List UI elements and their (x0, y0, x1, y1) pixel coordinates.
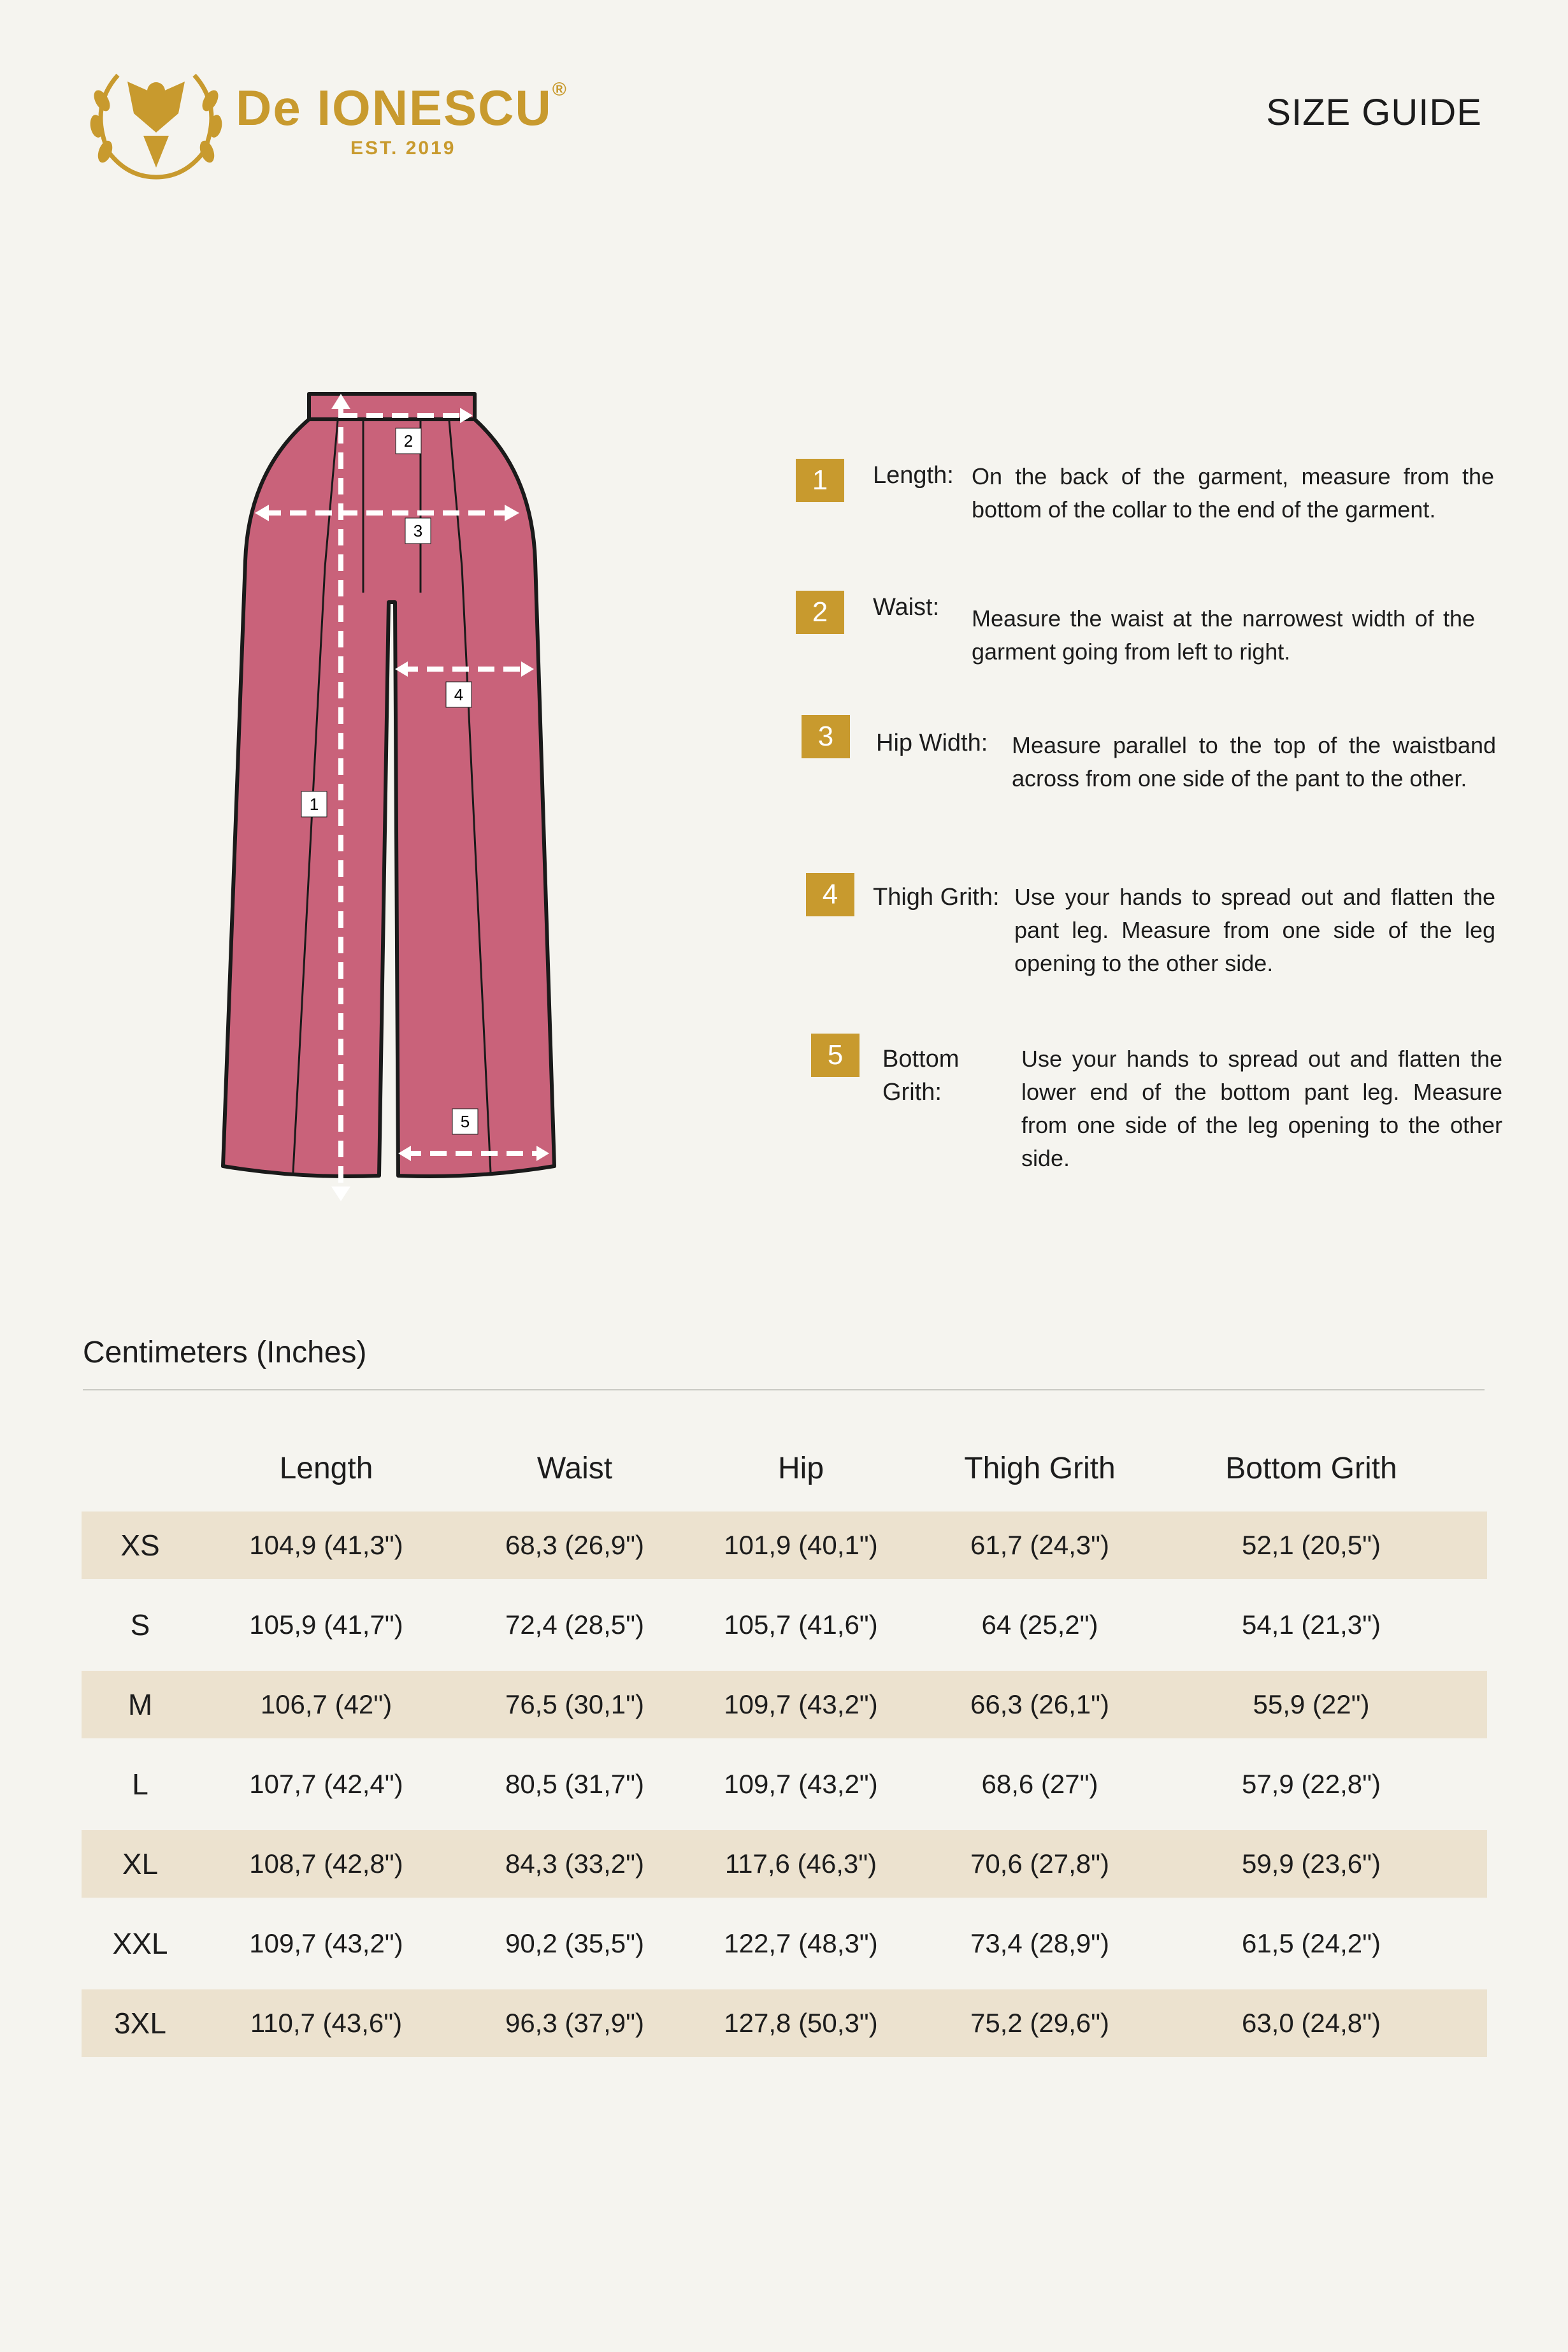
brand-logo (83, 56, 568, 184)
table-row (82, 1671, 1487, 1738)
measurement-label: Bottom Grith: (882, 1046, 960, 1106)
svg-text:3: 3 (413, 521, 423, 540)
table-cell: 52,1 (20,5") (1241, 1530, 1381, 1560)
table-cell: 122,7 (48,3") (724, 1928, 878, 1958)
table-cell: 63,0 (24,8") (1241, 2008, 1381, 2038)
callout-badge-3 (405, 518, 431, 544)
measurement-label: Length: (873, 462, 954, 489)
table-cell: 72,4 (28,5") (505, 1610, 645, 1640)
table-cell: 73,4 (28,9") (970, 1928, 1110, 1958)
column-header-hip: Hip (777, 1451, 824, 1485)
table-cell: 59,9 (23,6") (1241, 1849, 1381, 1879)
divider (83, 1389, 1485, 1390)
column-header-length: Length (279, 1451, 373, 1485)
size-cell: L (132, 1768, 148, 1801)
table-cell: 90,2 (35,5") (505, 1928, 645, 1958)
units-label: Centimeters (Inches) (83, 1336, 367, 1369)
measurement-description: Use your hands to spread out and flatten the pant leg. Measure from one side of the leg opening to the other side. (1014, 884, 1495, 976)
table-cell: 54,1 (21,3") (1241, 1610, 1381, 1640)
measurement-label: Waist: (873, 594, 940, 621)
table-row (82, 1591, 1487, 1659)
measurement-label: Hip Width: (876, 730, 988, 756)
table-cell: 117,6 (46,3") (724, 1849, 877, 1879)
table-cell: 68,3 (26,9") (505, 1530, 645, 1560)
brand-name: De IONESCU® (236, 79, 568, 136)
measurement-number-badge: 1 (796, 459, 844, 502)
table-cell: 66,3 (26,1") (970, 1689, 1110, 1719)
table-cell: 70,6 (27,8") (970, 1849, 1110, 1879)
size-cell: XS (120, 1529, 160, 1562)
table-cell: 55,9 (22") (1253, 1689, 1370, 1719)
page-title: SIZE GUIDE (1266, 92, 1482, 133)
table-cell: 109,7 (43,2") (724, 1769, 878, 1799)
table-cell: 105,9 (41,7") (249, 1610, 403, 1640)
measurement-number-badge: 3 (802, 715, 850, 758)
measurement-waist (793, 591, 1507, 718)
measurement-description: Measure the waist at the narrowest width of the garment going from left to right. (972, 605, 1475, 665)
measurement-description: Measure parallel to the top of the waistband across from one side of the pant to the other. (1012, 732, 1496, 791)
measurement-bottom-grith (793, 1034, 1507, 1171)
table-cell: 61,7 (24,3") (970, 1530, 1110, 1560)
size-cell: M (127, 1688, 153, 1721)
svg-text:4: 4 (454, 685, 464, 704)
svg-text:2: 2 (403, 431, 414, 451)
table-cell: 57,9 (22,8") (1241, 1769, 1381, 1799)
column-header-waist: Waist (536, 1451, 613, 1485)
size-table (82, 1425, 1487, 2069)
callout-badge-4 (446, 682, 471, 707)
table-cell: 101,9 (40,1") (724, 1530, 878, 1560)
size-cell: S (130, 1608, 150, 1641)
callout-badge-5 (452, 1109, 478, 1134)
svg-text:5: 5 (460, 1112, 470, 1131)
table-row (82, 1830, 1487, 1898)
table-cell: 64 (25,2") (981, 1610, 1098, 1640)
measurement-description: On the back of the garment, measure from the bottom of the collar to the end of the garment. (972, 463, 1494, 523)
measurement-length (793, 459, 1507, 586)
table-cell: 76,5 (30,1") (505, 1689, 645, 1719)
size-cell: XXL (112, 1927, 168, 1960)
measurement-label: Thigh Grith: (873, 884, 1000, 911)
table-cell: 108,7 (42,8") (249, 1849, 403, 1879)
table-header-row (82, 1425, 1487, 1511)
table-cell: 110,7 (43,6") (250, 2008, 403, 2038)
table-cell: 107,7 (42,4") (249, 1769, 403, 1799)
table-row (82, 1511, 1487, 1579)
pants-body-shape (223, 419, 554, 1176)
pants-measurement-diagram (210, 382, 567, 1211)
table-cell: 105,7 (41,6") (724, 1610, 878, 1640)
table-cell: 127,8 (50,3") (724, 2008, 878, 2038)
table-cell: 80,5 (31,7") (505, 1769, 645, 1799)
table-cell: 75,2 (29,6") (970, 2008, 1110, 2038)
measurement-number-badge: 4 (806, 873, 854, 916)
table-row (82, 1910, 1487, 1977)
table-cell: 106,7 (42") (260, 1689, 392, 1719)
measurement-description: Use your hands to spread out and flatten the lower end of the bottom pant leg. Measure from one side of the leg opening to the other side. (1021, 1046, 1502, 1171)
table-cell: 68,6 (27") (981, 1769, 1098, 1799)
table-cell: 104,9 (41,3") (249, 1530, 403, 1560)
size-cell: XL (122, 1847, 159, 1880)
size-cell: 3XL (114, 2007, 166, 2040)
table-cell: 96,3 (37,9") (505, 2008, 645, 2038)
svg-text:1: 1 (309, 795, 319, 814)
table-row (82, 1989, 1487, 2057)
measurement-number-badge: 5 (811, 1034, 860, 1077)
callout-badge-2 (396, 428, 421, 454)
column-header-thigh-grith: Thigh Grith (964, 1451, 1116, 1485)
eagle-laurel-icon (83, 56, 229, 184)
measurement-hip-width (793, 715, 1507, 842)
table-cell: 84,3 (33,2") (505, 1849, 645, 1879)
table-cell: 61,5 (24,2") (1241, 1928, 1381, 1958)
measurement-number-badge: 2 (796, 591, 844, 634)
column-header-bottom-grith: Bottom Grith (1225, 1451, 1397, 1485)
callout-badge-1 (301, 791, 327, 817)
brand-established: EST. 2019 (350, 138, 456, 159)
table-row (82, 1750, 1487, 1818)
measurement-thigh-grith (793, 873, 1507, 1000)
table-cell: 109,7 (43,2") (249, 1928, 403, 1958)
table-cell: 109,7 (43,2") (724, 1689, 878, 1719)
